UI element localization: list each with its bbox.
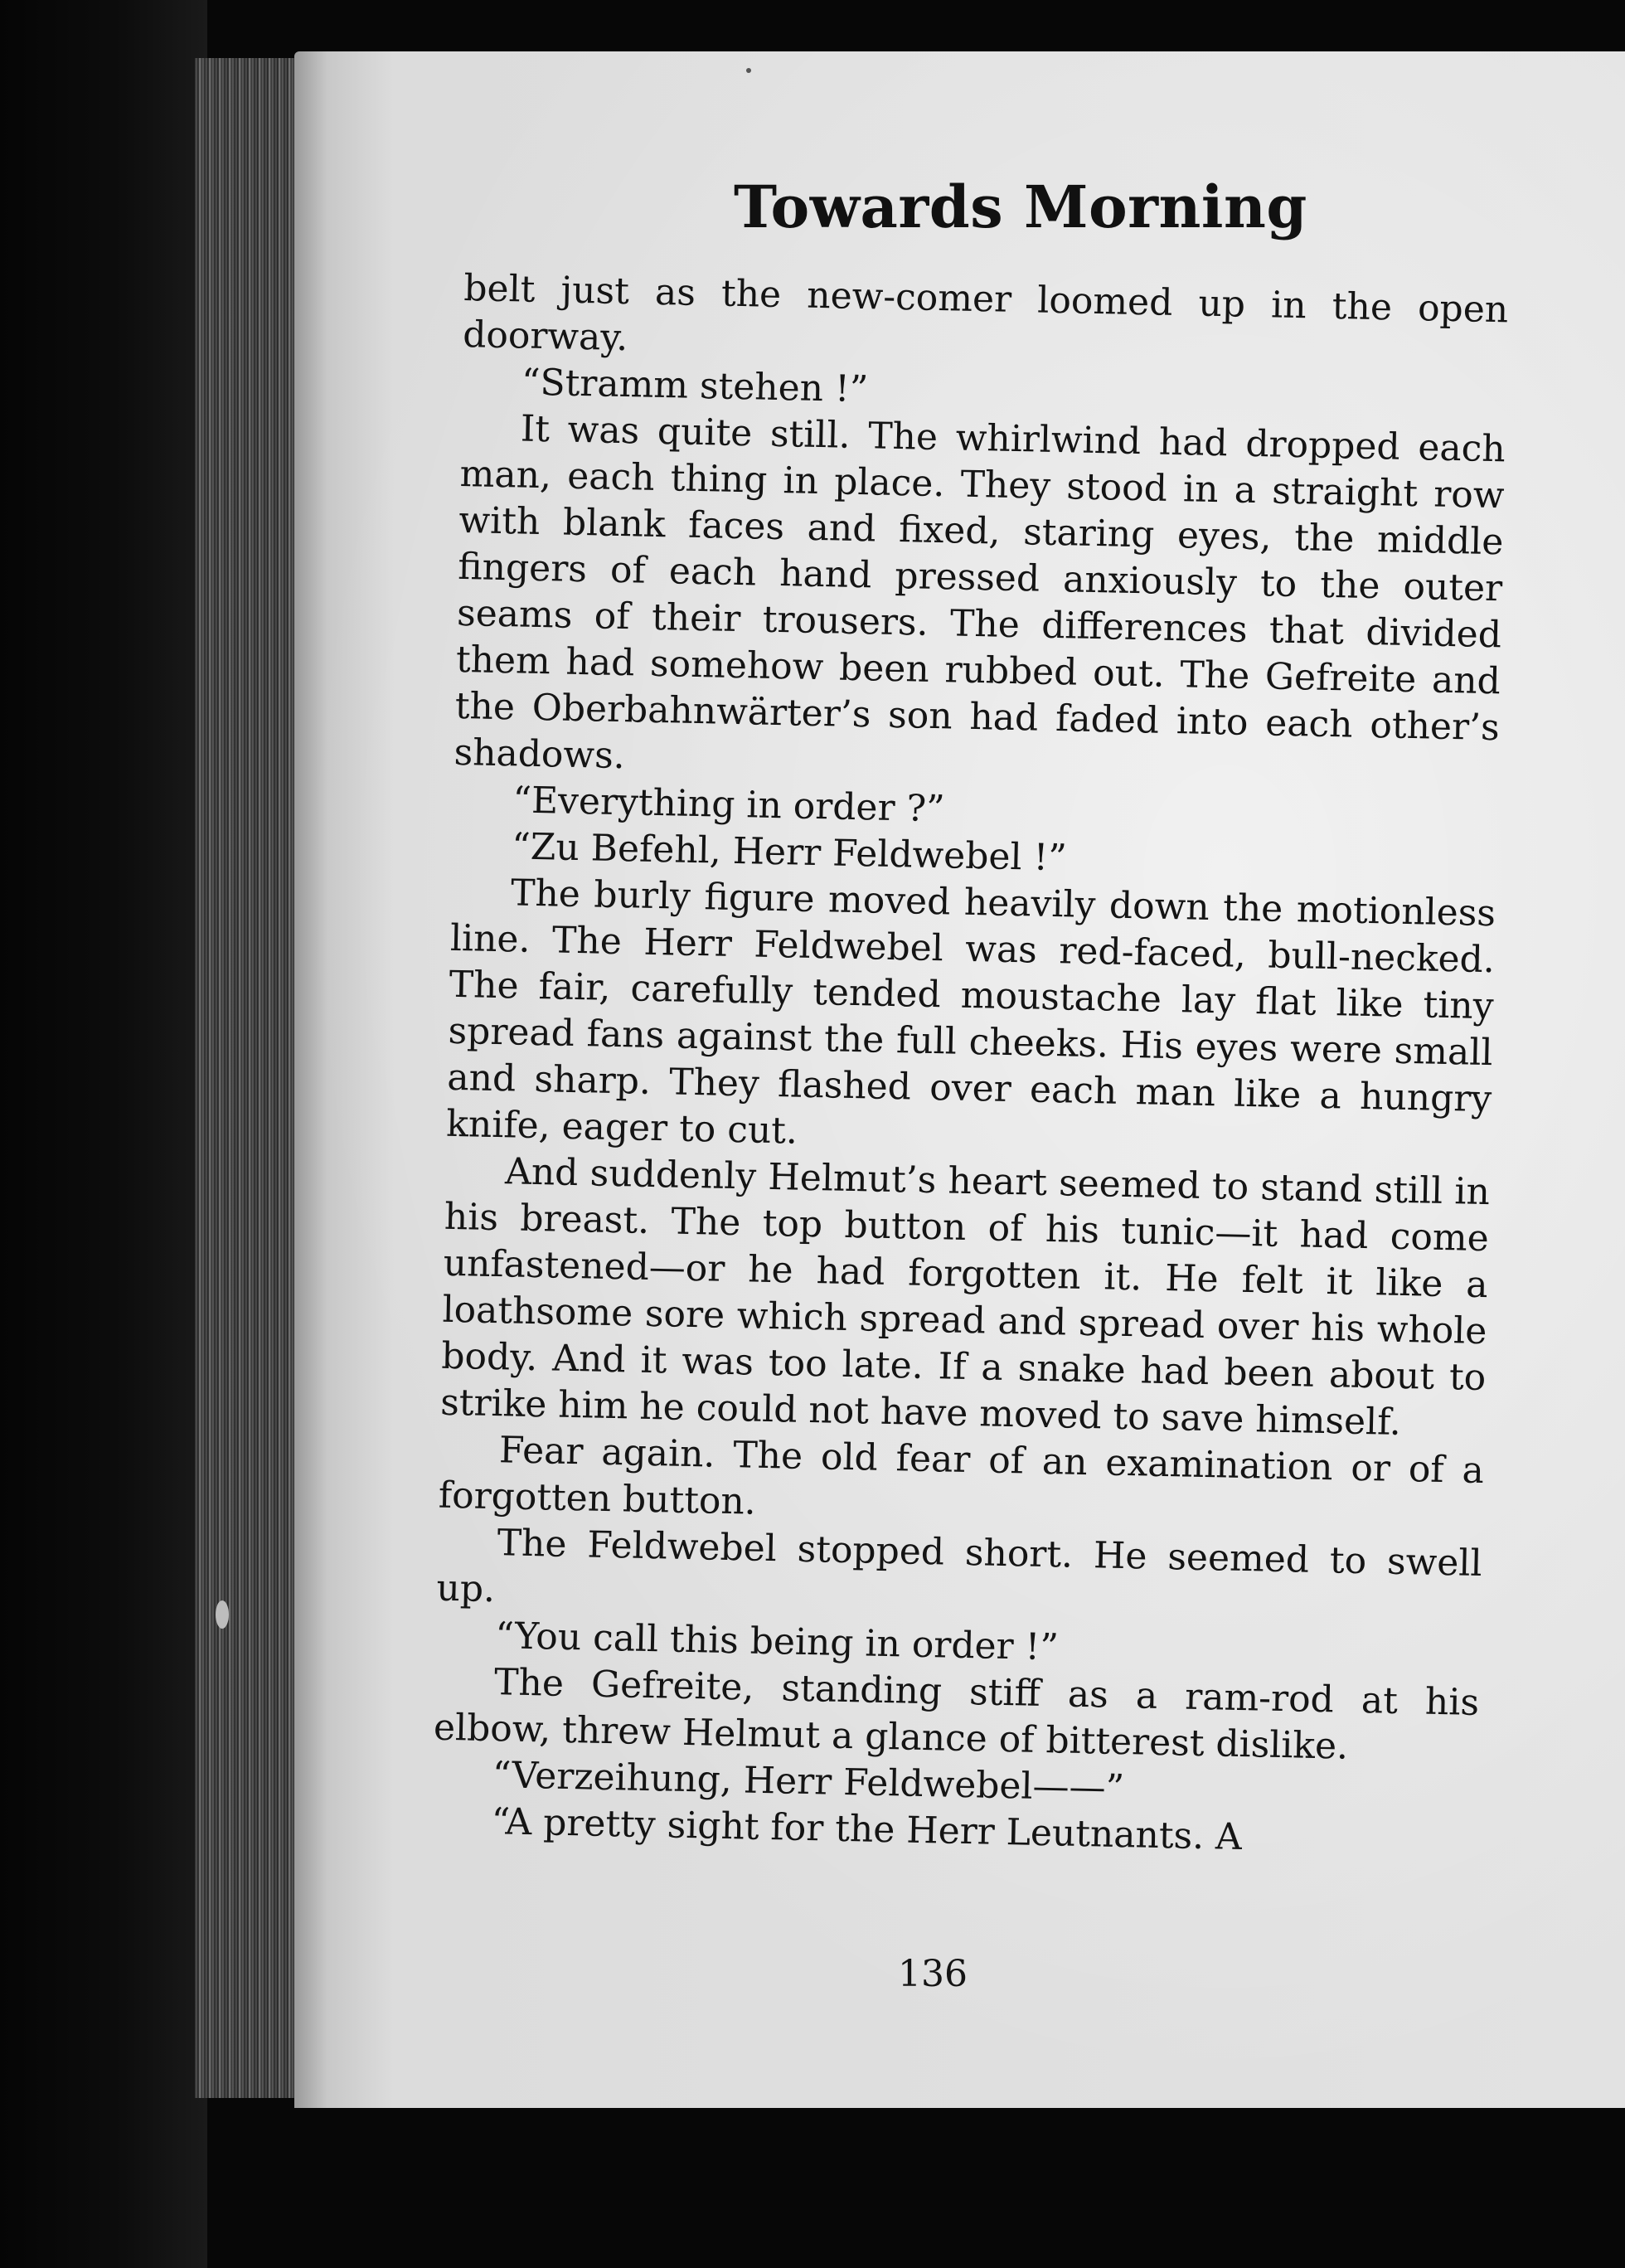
paragraph: “Verzeihung, Herr Feldwebel——” [492, 1754, 1125, 1810]
paragraph: “Zu Befehl, Herr Feldwebel !” [511, 825, 1068, 880]
page-number: 136 [898, 1953, 968, 1995]
paragraph: “A pretty sight for the Herr Leutnants. A [491, 1800, 1243, 1859]
dust-speck [746, 68, 751, 73]
paragraph: “Stramm stehen !” [521, 361, 869, 411]
paragraph: The Feldwebel stopped short. He seemed to swell up. [436, 1522, 1483, 1611]
paragraph: “You call this being in order !” [494, 1615, 1060, 1669]
paragraph: It was quite still. The whirlwind had dropped each man, each thing in place. They stood in a straight row with blank faces and fixed, staring eyes, the middle fingers of each hand pressed anxiously to the outer seams of their trousers. The differences that divided them had somehow been rubbed out. The Gefreite and the Oberbahnwärter’s son had faded into each other’s shadows. [454, 407, 1506, 778]
page-body-text [431, 265, 1509, 1866]
page-edges [195, 58, 311, 2098]
paragraph: Fear again. The old fear of an examination or of a forgotten button. [438, 1429, 1485, 1523]
paragraph: The burly figure moved heavily down the motionless line. The Herr Feldwebel was red-faced, bull-necked. The fair, carefully tended moustache lay flat like tiny spread fans against the full cheeks. His eyes were small and sharp. They flashed over each man like a hungry knife, eager to cut. [445, 872, 1496, 1153]
paragraph: belt just as the new-comer loomed up in the open doorway. [462, 266, 1509, 360]
paragraph: “Everything in order ?” [512, 779, 946, 831]
paragraph: And suddenly Helmut’s heart seemed to stand still in his breast. The top button of his tunic—it had come unfastened—or he had forgotten it. He felt it like a loathsome sore which spread and spread over his whole body. And it was too late. If a snake had been about to strike him he could not have moved to save himself. [439, 1150, 1491, 1444]
dust-speck [216, 1600, 229, 1629]
running-header: Towards Morning [734, 172, 1307, 241]
paragraph: The Gefreite, standing stiff as a ram-rod at his elbow, threw Helmut a glance of bitterest dislike. [433, 1661, 1480, 1768]
book-spine-shadow [0, 0, 207, 2268]
